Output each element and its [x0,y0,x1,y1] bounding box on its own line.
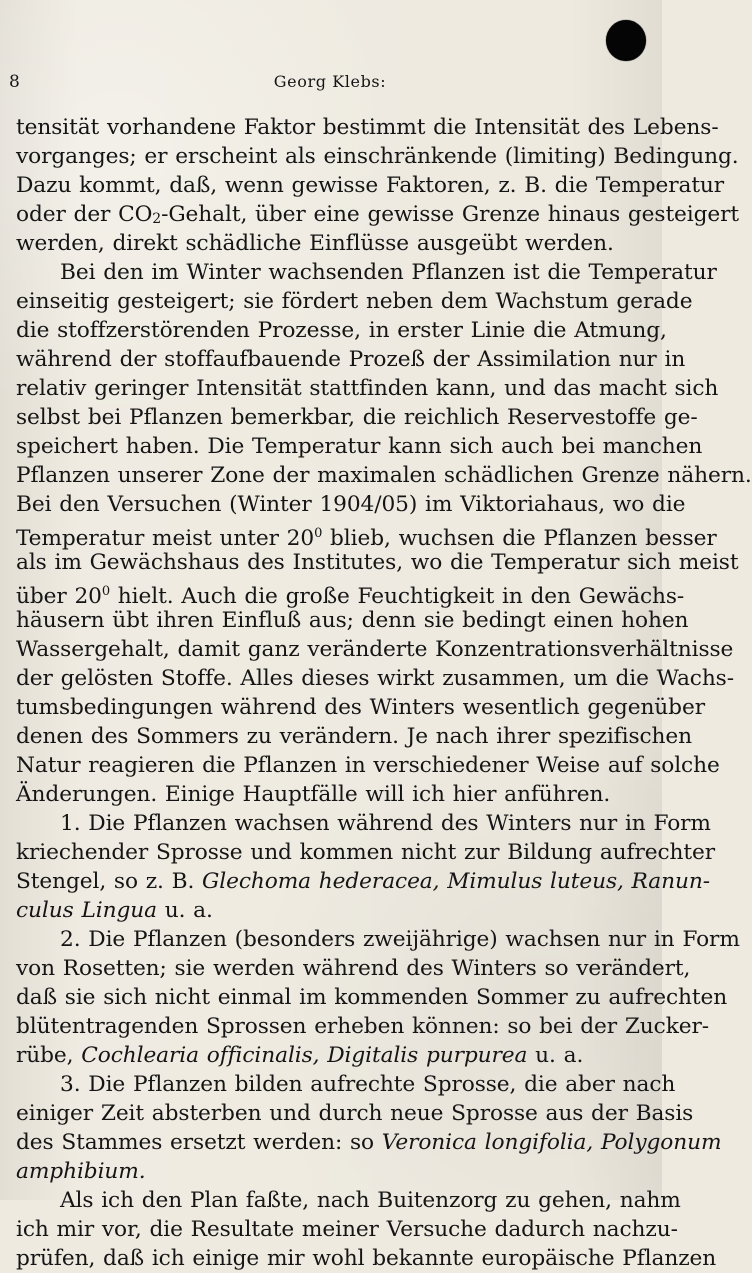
text-line: die stoffzerstörenden Prozesse, in erster Linie die Atmung, [16,318,667,343]
text-line: werden, direkt schädliche Einflüsse ausgeübt werden. [16,231,614,256]
list-item-2: 2. Die Pflanzen (besonders zweijährige) wachsen nur in Form [60,927,740,952]
text-line [16,1128,722,1157]
text-line [16,519,717,551]
text-line: prüfen, daß ich einige mir wohl bekannte europäische Pflanzen [16,1246,717,1271]
paragraph-first-line: Bei den im Winter wachsenden Pflanzen ist die Temperatur [60,260,717,285]
text-line: einiger Zeit absterben und durch neue Sprosse aus der Basis [16,1101,694,1126]
text-line: Natur reagieren die Pflanzen in verschiedener Weise auf solche [16,753,720,778]
species-name: Veronica longifolia, Polygonum [381,1130,722,1155]
text-line: von Rosetten; sie werden während des Winters so verändert, [16,956,691,981]
text-fragment: des Stammes ersetzt werden: so [16,1130,382,1155]
text-line [16,577,685,609]
text-line [16,200,740,229]
text-line: als im Gewächshaus des Institutes, wo die Temperatur sich meist [16,550,739,575]
ink-blot-icon [606,20,646,61]
page-number: 8 [9,72,20,92]
text-line: selbst bei Pflanzen bemerkbar, die reichlich Reservestoffe ge- [16,405,698,430]
species-name: Cochlearia officinalis, Digitalis purpurea [81,1043,528,1068]
text-line: ich mir vor, die Resultate meiner Versuche dadurch nachzu- [16,1217,678,1242]
text-line: tumsbedingungen während des Winters wesentlich gegenüber [16,695,705,720]
text-line: häusern übt ihren Einfluß aus; denn sie bedingt einen hohen [16,608,689,633]
text-line: während der stoffaufbauende Prozeß der Assimilation nur in [16,347,686,372]
text-fragment: oder der CO [16,202,153,227]
text-fragment: rübe, [16,1043,82,1068]
text-line: blütentragenden Sprossen erheben können: so bei der Zucker- [16,1014,709,1039]
text-fragment: Stengel, so z. B. [16,869,203,894]
subscript: 2 [152,211,162,227]
text-fragment: -Gehalt, über eine gewisse Grenze hinaus gesteigert [161,202,740,227]
text-line: Pflanzen unserer Zone der maximalen schädlichen Grenze nähern. [16,463,752,488]
text-line [16,867,710,896]
text-line [16,1041,656,1070]
text-line [16,896,656,925]
list-item-1: 1. Die Pflanzen wachsen während des Winters nur in Form [60,811,711,836]
text-line: vorganges; er erscheint als einschränkende (limiting) Bedingung. [16,144,739,169]
paragraph-first-line: Als ich den Plan faßte, nach Buitenzorg zu gehen, nahm [60,1188,681,1213]
species-name-line: amphibium. [16,1159,146,1184]
text-line: daß sie sich nicht einmal im kommenden Sommer zu aufrechten [16,985,728,1010]
text-line: Dazu kommt, daß, wenn gewisse Faktoren, z. B. die Temperatur [16,173,725,198]
superscript: 0 [101,584,111,599]
text-line: Bei den Versuchen (Winter 1904/05) im Viktoriahaus, wo die [16,492,686,517]
text-fragment: blieb, wuchsen die Pflanzen besser [322,526,717,551]
text-fragment: u. a. [527,1043,584,1068]
text-line: kriechender Sprosse und kommen nicht zur Bildung aufrechter [16,840,716,865]
text-line: denen des Sommers zu verändern. Je nach ihrer spezifischen [16,724,692,749]
text-fragment: über 20 [16,584,102,609]
species-name: culus Lingua [16,898,157,923]
text-line: Wassergehalt, damit ganz veränderte Konzentrationsverhältnisse [16,637,734,662]
text-fragment: Temperatur meist unter 20 [16,526,315,551]
text-fragment: hielt. Auch die große Feuchtigkeit in den Gewächs- [110,584,685,609]
list-item-3: 3. Die Pflanzen bilden aufrechte Sprosse, die aber nach [60,1072,676,1097]
text-line: der gelösten Stoffe. Alles dieses wirkt zusammen, um die Wachs- [16,666,734,691]
page-header [9,71,651,95]
running-head: Georg Klebs: [273,72,387,91]
text-line: Änderungen. Einige Hauptfälle will ich hier anführen. [16,782,611,807]
text-line: tensität vorhandene Faktor bestimmt die Intensität des Lebens- [16,115,719,140]
text-line: einseitig gesteigert; sie fördert neben dem Wachstum gerade [16,289,693,314]
text-fragment: u. a. [156,898,213,923]
superscript: 0 [314,526,323,541]
text-line: speichert haben. Die Temperatur kann sich auch bei manchen [16,434,703,459]
text-line: relativ geringer Intensität stattfinden kann, und das macht sich [16,376,719,401]
species-name: Glechoma hederacea, Mimulus luteus, Ranun- [202,869,710,894]
body-text [16,113,752,1273]
